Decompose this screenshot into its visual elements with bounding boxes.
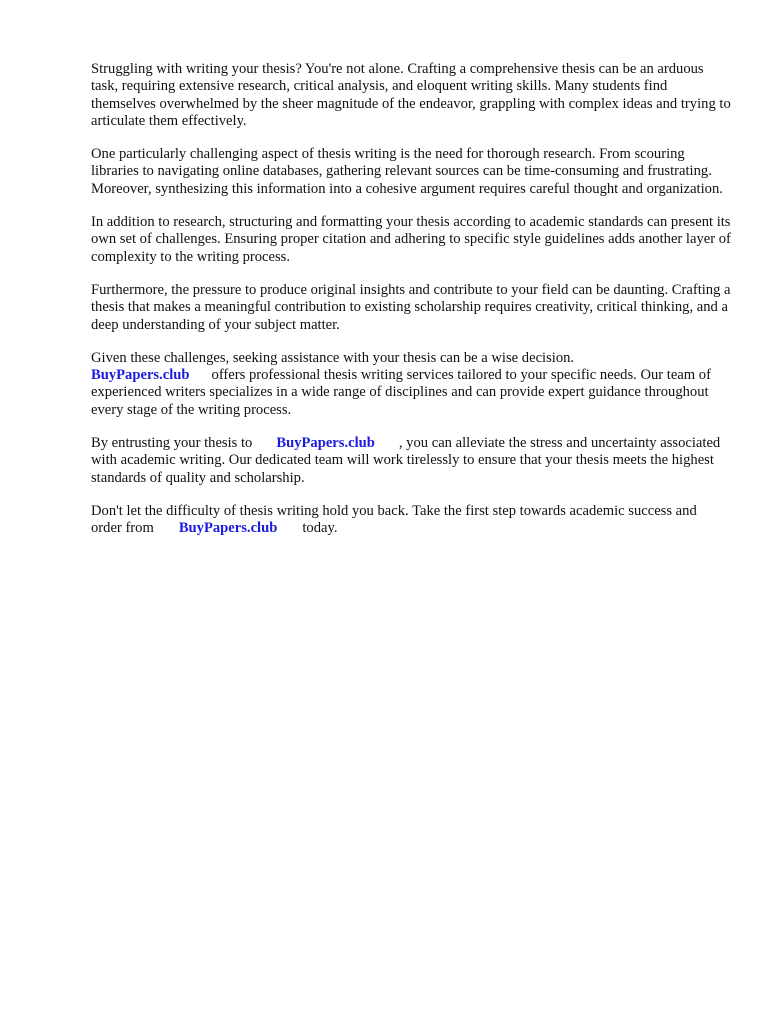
paragraph-6-text-before: By entrusting your thesis to <box>91 435 253 452</box>
paragraph-7-text-before: Don't let the difficulty of thesis writing hold you back. Take the first step towards academic success and order from <box>91 502 697 537</box>
paragraph-6-text-after: , you can alleviate the stress and uncertainty associated with academic writing. Our dedicated team will work tirelessly to ensure that your thesis meets the highest standards of quality and scholarship. <box>91 435 721 486</box>
paragraph-3 <box>91 214 731 266</box>
paragraph-2-text: One particularly challenging aspect of thesis writing is the need for thorough research. From scouring libraries to navigating online databases, gathering relevant sources can be time-consuming and frustrating. Moreover, synthesizing this information into a cohesive argument requires careful thought and organization. <box>91 146 723 197</box>
paragraph-1-text: Struggling with writing your thesis? You're not alone. Crafting a comprehensive thesis can be an arduous task, requiring extensive research, critical analysis, and eloquent writing skills. Many students find themselves overwhelmed by the sheer magnitude of the endeavor, grappling with complex ideas and trying to articulate them effectively. <box>91 61 731 129</box>
buypapers-link-3[interactable]: BuyPapers.club <box>178 520 278 537</box>
paragraph-5-text-after: offers professional thesis writing services tailored to your specific needs. Our team of experienced writers specializes in a wide range of disciplines and can provide expert guidance throughout every stage of the writing process. <box>91 367 711 418</box>
paragraph-2 <box>91 146 731 198</box>
paragraph-5-text-before: Given these challenges, seeking assistance with your thesis can be a wise decision. <box>91 349 575 366</box>
paragraph-1 <box>91 61 731 130</box>
paragraph-5 <box>91 350 731 419</box>
buypapers-link-2[interactable]: BuyPapers.club <box>276 435 375 452</box>
paragraph-4 <box>91 282 731 334</box>
paragraph-4-text: Furthermore, the pressure to produce original insights and contribute to your field can be daunting. Crafting a thesis that makes a meaningful contribution to existing scholarship requires creativity, critical thinking, and a deep understanding of your subject matter. <box>91 281 731 333</box>
paragraph-7 <box>91 503 731 538</box>
paragraph-3-text: In addition to research, structuring and formatting your thesis according to academic standards can present its own set of challenges. Ensuring proper citation and adhering to specific style guidelines adds another layer of complexity to the writing process. <box>91 214 731 265</box>
buypapers-link-1[interactable]: BuyPapers.club <box>91 367 190 384</box>
paragraph-6 <box>91 435 731 487</box>
document-body <box>91 61 731 554</box>
paragraph-7-text-after: today. <box>302 520 338 537</box>
